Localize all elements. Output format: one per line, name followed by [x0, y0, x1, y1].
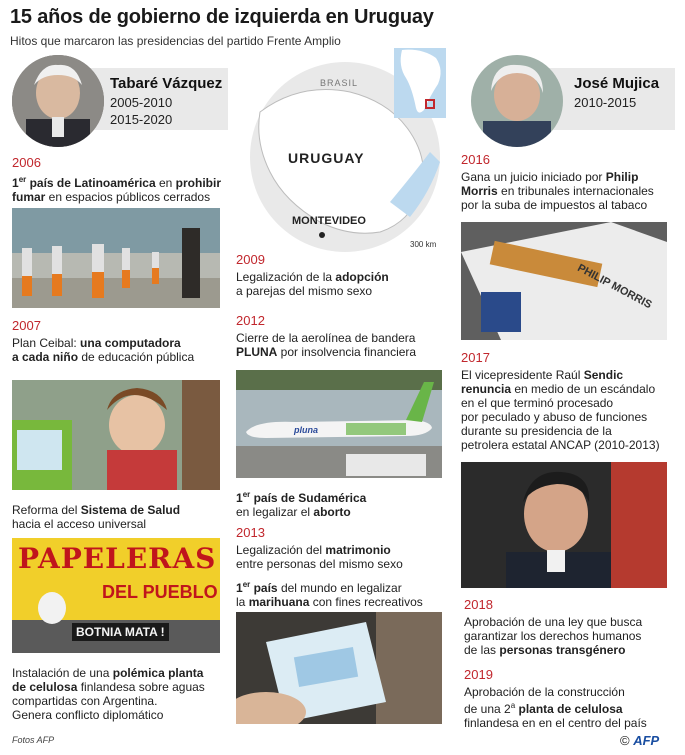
- photo-cigarette-pack: [461, 222, 667, 340]
- photo-children-laptops: [12, 380, 220, 490]
- mujica-portrait: [471, 55, 563, 147]
- event-papeleras-text: Instalación de una polémica planta de celulosa finlandesa sobre aguas compartidas con Argentina. Genera conflicto diplomático: [12, 666, 205, 722]
- year-2016: 2016: [461, 152, 490, 167]
- afp-logo: © AFP: [620, 733, 660, 748]
- year-2009: 2009: [236, 252, 265, 267]
- pack-brand: PHILIP MORRIS: [575, 262, 654, 312]
- page-title: 15 años de gobierno de izquierda en Uruguay: [10, 6, 434, 28]
- photo-ashtrays: [12, 208, 220, 308]
- banner-text-1: PAPELERAS: [18, 542, 217, 575]
- event-2019-text: Aprobación de la construcción de una 2$^a$ planta de celulosa finlandesa en en el centro del país: [464, 685, 647, 730]
- map-country-label: URUGUAY: [288, 150, 365, 166]
- event-2016-text: Gana un juicio iniciado por Philip Morris en tribunales internacionales por la suba de impuestos al tabaco: [461, 170, 654, 212]
- mujica-term-1: 2010-2015: [574, 95, 637, 110]
- year-2018: 2018: [464, 597, 493, 612]
- event-2018-text: Aprobación de una ley que busca garantizar los derechos humanos de las personas transgénero: [464, 615, 643, 657]
- photo-sendic: [461, 462, 667, 588]
- year-2012: 2012: [236, 313, 265, 328]
- event-2017-text: El vicepresidente Raúl Sendic renuncia en medio de un escándalo en el que terminó procesado por peculado y abuso de funciones durante su presidencia de la petrolera estatal ANCAP (2010-2013): [461, 368, 660, 452]
- year-2013: 2013: [236, 525, 265, 540]
- banner-text-2: DEL PUEBLO: [102, 582, 218, 602]
- map-neighbor-label: BRASIL: [320, 78, 359, 88]
- year-2006: 2006: [12, 155, 41, 170]
- banner-sign: BOTNIA MATA !: [72, 623, 169, 641]
- photo-protest-banner: [12, 538, 220, 653]
- photo-pluna-plane: [236, 370, 442, 478]
- event-2007-text: Plan Ceibal: una computadora a cada niño de educación pública: [12, 336, 195, 364]
- photo-marihuana-pack: [236, 612, 442, 724]
- mujica-name: José Mujica: [574, 75, 660, 92]
- event-2006-text: 1er país de Latinoamérica en prohibir fumar en espacios públicos cerrados: [12, 175, 221, 204]
- event-2013-text: Legalización del matrimonio entre personas del mismo sexo: [236, 543, 403, 571]
- year-2019: 2019: [464, 667, 493, 682]
- plane-brand: pluna: [294, 425, 318, 435]
- map-capital-label: MONTEVIDEO: [292, 215, 366, 227]
- vazquez-name: Tabaré Vázquez: [110, 75, 223, 92]
- event-salud-text: Reforma del Sistema de Salud hacia el acceso universal: [12, 503, 181, 531]
- map-scale-label: 300 km: [410, 240, 437, 249]
- photo-credit: Fotos AFP: [12, 735, 55, 745]
- event-2009-text: Legalización de la adopción a parejas del mismo sexo: [236, 270, 389, 298]
- vazquez-portrait: [12, 55, 104, 147]
- event-aborto-text: 1er país de Sudamérica en legalizar el aborto: [236, 490, 367, 519]
- vazquez-term-1: 2005-2010: [110, 95, 173, 110]
- year-2017: 2017: [461, 350, 490, 365]
- page-subtitle: Hitos que marcaron las presidencias del partido Frente Amplio: [10, 34, 341, 48]
- event-2012-text: Cierre de la aerolínea de bandera PLUNA por insolvencia financiera: [236, 331, 417, 359]
- vazquez-term-2: 2015-2020: [110, 112, 173, 127]
- inset-map: [394, 48, 446, 118]
- year-2007: 2007: [12, 318, 41, 333]
- event-marihuana-text: 1er país del mundo en legalizar la marihuana con fines recreativos: [236, 580, 423, 609]
